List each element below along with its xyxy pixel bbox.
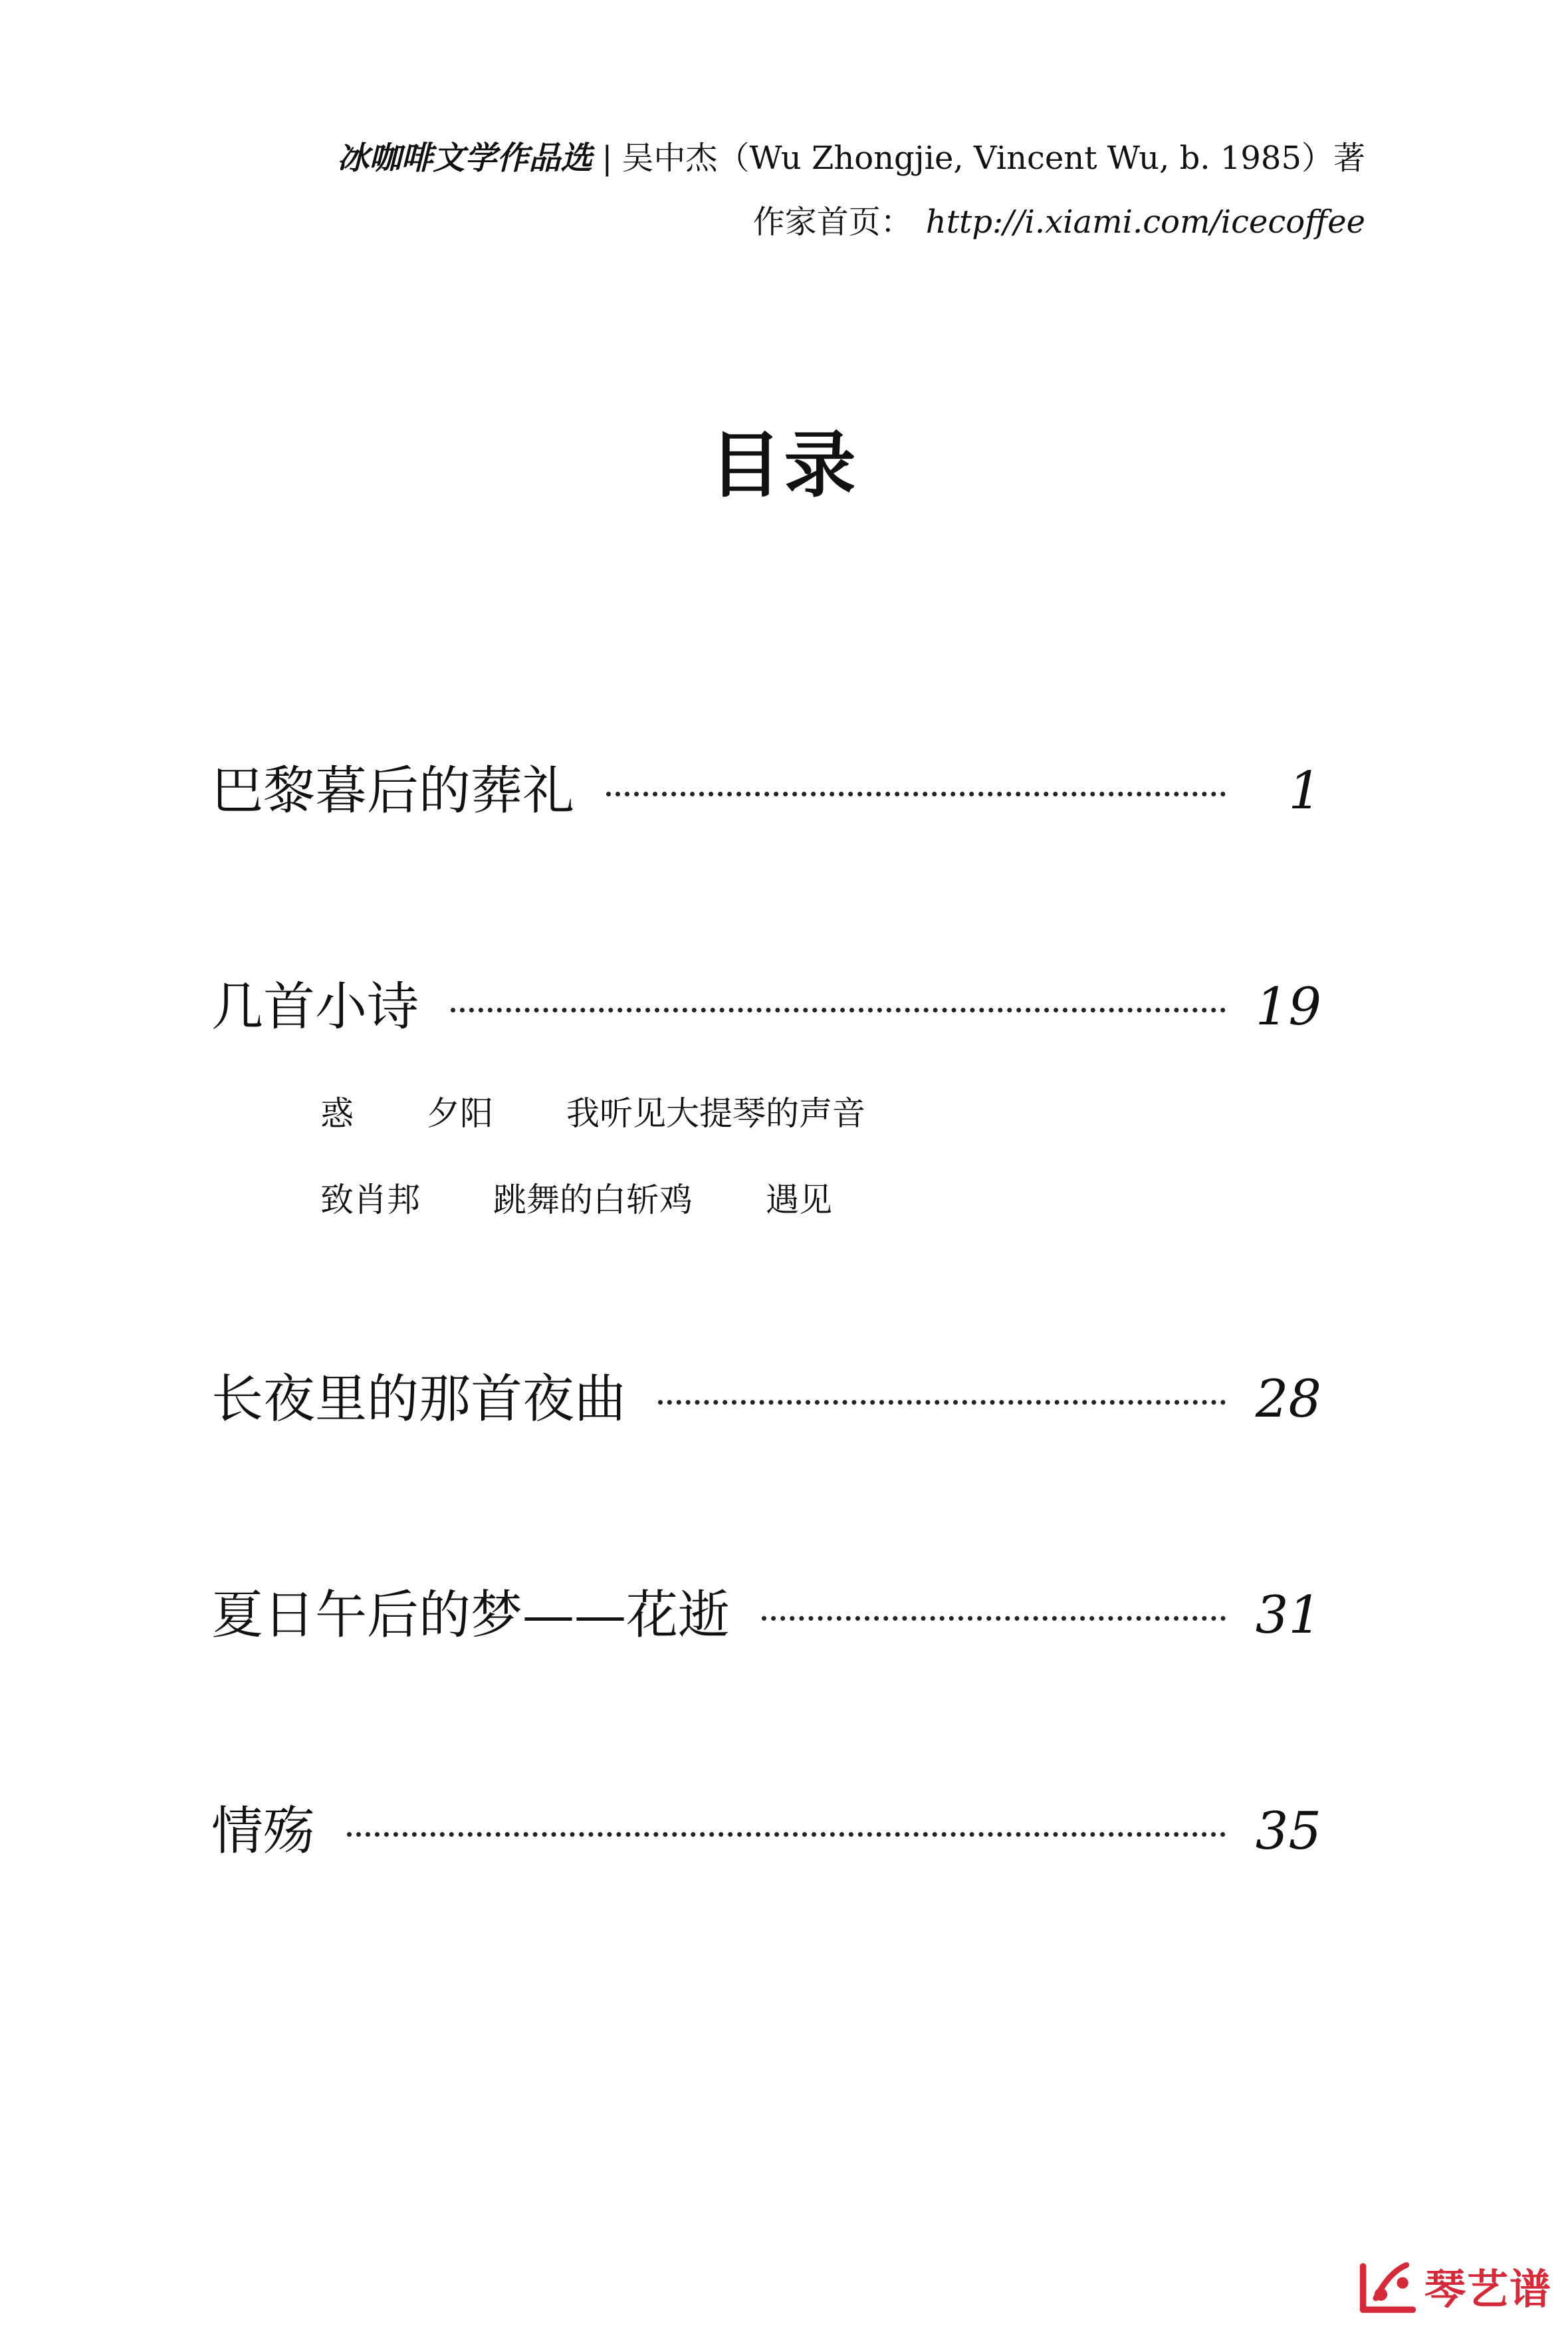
toc-page-number: 35	[1255, 1802, 1321, 1861]
toc-subitem[interactable]: 夕阳	[427, 1094, 493, 1133]
toc-subitems-row	[320, 1090, 865, 1137]
toc-entry[interactable]	[211, 1795, 1328, 1868]
watermark-text: 琴艺谱	[1424, 2264, 1552, 2313]
series-title: 冰咖啡文学作品选	[337, 140, 593, 177]
toc-entry-title: 巴黎暮后的葬礼	[211, 761, 575, 821]
dot-leader	[658, 1400, 1226, 1405]
toc-subitem[interactable]: 致肖邦	[320, 1181, 420, 1219]
toc-subitem[interactable]: 惑	[320, 1094, 354, 1133]
watermark-logo	[1357, 2254, 1552, 2317]
author-credit: 吴中杰（Wu Zhongjie, Vincent Wu, b. 1985）著	[621, 140, 1365, 177]
dot-leader	[762, 1616, 1226, 1621]
toc-subitem[interactable]: 遇见	[766, 1181, 832, 1219]
toc-page-number: 28	[1255, 1369, 1321, 1429]
music-note-logo-icon	[1357, 2254, 1420, 2317]
toc-entry[interactable]	[211, 1363, 1328, 1436]
toc-entry-title: 长夜里的那首夜曲	[211, 1369, 627, 1429]
toc-subitem[interactable]: 跳舞的白斩鸡	[493, 1181, 693, 1219]
toc-entry[interactable]	[211, 971, 1328, 1044]
page-header	[337, 126, 1365, 254]
dot-leader	[347, 1832, 1226, 1837]
toc-subitems-row	[320, 1177, 832, 1223]
toc-entry[interactable]	[211, 1579, 1328, 1652]
toc-entry-title: 夏日午后的梦——花逝	[211, 1585, 730, 1645]
header-separator: |	[602, 140, 613, 177]
homepage-link[interactable]: http://i.xiami.com/icecoffee	[925, 203, 1365, 241]
toc-page-number: 1	[1288, 761, 1321, 821]
dot-leader	[451, 1008, 1226, 1012]
toc-page-number: 31	[1255, 1585, 1321, 1645]
toc-entry-title: 情殇	[211, 1802, 316, 1861]
header-line-author	[337, 126, 1365, 190]
toc-subitem[interactable]: 我听见大提琴的声音	[566, 1094, 865, 1133]
page-title: 目录	[709, 423, 859, 507]
toc-entry-title: 几首小诗	[211, 977, 419, 1037]
header-line-homepage	[337, 190, 1365, 254]
homepage-label: 作家首页：	[752, 203, 913, 241]
dot-leader	[606, 792, 1226, 796]
toc-page-number: 19	[1255, 977, 1321, 1037]
toc-entry[interactable]	[211, 755, 1328, 828]
